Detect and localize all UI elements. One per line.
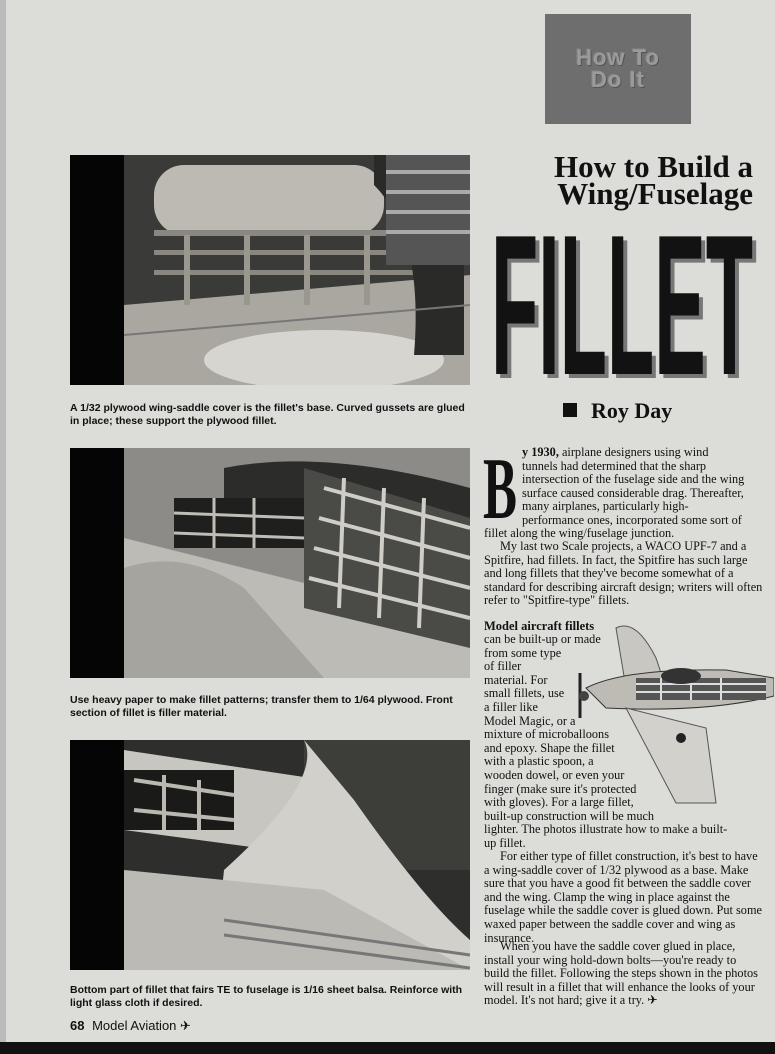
text-line: finger (make sure it's protected bbox=[484, 781, 637, 796]
photo-border-bar bbox=[70, 448, 124, 678]
photo-fillet-bottom bbox=[70, 740, 470, 970]
text-line: intersection of the fuselage side and the wing bbox=[522, 472, 745, 487]
photo-border-bar bbox=[70, 740, 124, 970]
caption-photo-3: Bottom part of fillet that fairs TE to fuselage is 1/16 sheet balsa. Reinforce with light glass cloth if desired. bbox=[70, 984, 463, 1009]
photo-fillet-patterns bbox=[70, 448, 470, 678]
photo-fillet-patterns-image bbox=[124, 448, 470, 678]
headline-fillet-text: FILLET bbox=[491, 210, 753, 390]
caption-photo-2: Use heavy paper to make fillet patterns; transfer them to 1/64 plywood. Front section of fillet is filler material. bbox=[70, 694, 453, 719]
section-tab-line1: How To bbox=[576, 45, 660, 70]
text-line: many airplanes, particularly high- bbox=[522, 499, 689, 514]
paragraph-3 bbox=[484, 633, 727, 851]
text-line: tunnels had determined that the sharp bbox=[522, 458, 707, 473]
text-line: lighter. The photos illustrate how to make a built- bbox=[484, 822, 728, 837]
text-line: built-up construction will be much bbox=[484, 808, 655, 823]
text-line: wooden dowel, or even your bbox=[484, 767, 625, 782]
page-footer bbox=[70, 1018, 191, 1034]
photo-border-bar bbox=[70, 155, 124, 385]
paragraph-5: When you have the saddle cover glued in place, install your wing hold-down bolts—you're ready to build the fillet. Following the steps shown in the photos will result in a fillet that will enhance the looks of your model. It's not hard; give it a try. ✈ bbox=[484, 939, 758, 1008]
text-line: surface caused considerable drag. Thereafter, bbox=[522, 485, 744, 500]
headline-line-1: How to Build a bbox=[554, 149, 753, 184]
page-number: 68 bbox=[70, 1018, 85, 1033]
byline bbox=[563, 398, 672, 424]
paragraph-1-lead: y 1930, bbox=[522, 445, 559, 459]
photo-fillet-bottom-image bbox=[124, 740, 470, 970]
text-line: material. For bbox=[484, 672, 548, 687]
text-line: small fillets, use bbox=[484, 686, 565, 701]
section-tab-line2: Do It bbox=[591, 67, 645, 92]
photo-wing-saddle-image bbox=[124, 155, 470, 385]
text-line: can be built-up or made bbox=[484, 632, 601, 646]
paragraph-1-end: fillet along the wing/fuselage junction. bbox=[484, 526, 675, 540]
text-line: and epoxy. Shape the fillet bbox=[484, 740, 615, 755]
text-line: performance ones, incorporated some sort of bbox=[522, 512, 742, 527]
magazine-name: Model Aviation ✈ bbox=[92, 1018, 191, 1033]
photo-wing-saddle bbox=[70, 155, 470, 385]
drop-cap-letter: B bbox=[483, 452, 517, 522]
text-line: up fillet. bbox=[484, 835, 526, 850]
text-line: airplane designers using wind bbox=[558, 445, 709, 459]
bullet-square bbox=[563, 403, 577, 417]
headline-fillet-shadow: FILLET bbox=[495, 210, 757, 390]
paragraph-4: For either type of fillet construction, it's best to have a wing-saddle cover of 1/32 plywood as a base. Make sure that you have a good fit between the saddle cover and the wing. Clamp the wing in place against the fuselage while the saddle cover is glued down. Put some waxed paper between the saddle cover and wing as insurance. bbox=[484, 849, 762, 945]
text-line: of filler bbox=[484, 659, 522, 674]
paragraph-1 bbox=[522, 446, 762, 528]
paragraph-2: My last two Scale projects, a WACO UPF-7 and a Spitfire, had fillets. In fact, the Spitfire has such large and long fillets that they've become somewhat of a standard for describing aircraft design; writers will often refer to "Spitfire-type" fillets. bbox=[484, 539, 763, 608]
text-line: mixture of microballoons bbox=[484, 727, 609, 742]
page-bottom-edge bbox=[0, 1042, 775, 1054]
drop-cap bbox=[483, 452, 519, 522]
caption-photo-1: A 1/32 plywood wing-saddle cover is the fillet's base. Curved gussets are glued in place; these support the plywood fillet. bbox=[70, 402, 465, 427]
byline-author: Roy Day bbox=[591, 398, 673, 423]
text-line: a filler like bbox=[484, 699, 538, 714]
text-line: Model Magic, or a bbox=[484, 713, 576, 728]
text-line: from some type bbox=[484, 645, 562, 660]
page-edge bbox=[0, 0, 6, 1054]
headline-fillet bbox=[486, 210, 758, 390]
text-line: with gloves). For a large fillet, bbox=[484, 795, 634, 810]
text-line: with a plastic spoon, a bbox=[484, 754, 594, 769]
section-tab bbox=[545, 14, 691, 124]
headline-line-2: Wing/Fuselage bbox=[557, 176, 753, 211]
paragraph-3-heading: Model aircraft fillets bbox=[484, 619, 595, 633]
